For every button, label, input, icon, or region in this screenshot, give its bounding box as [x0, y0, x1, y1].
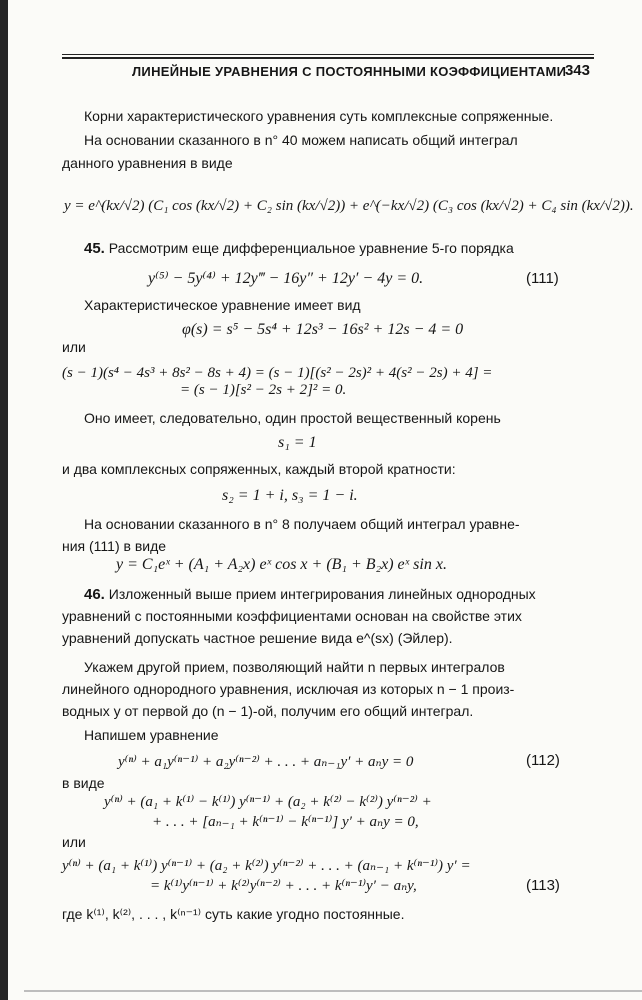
section-46 — [84, 586, 536, 603]
text-line: Оно имеет, следовательно, один простой вещественный корень — [84, 410, 501, 426]
text-line: уравнений с постоянными коэффициентами основан на свойстве этих — [62, 608, 522, 624]
equation-111: y⁽⁵⁾ − 5y⁽⁴⁾ + 12y‴ − 16y″ + 12y′ − 4y = 0. — [148, 270, 424, 287]
section-45 — [84, 240, 514, 257]
section-number: 45. — [84, 240, 105, 257]
equation-s2-s3: s₂ = 1 + i, s₃ = 1 − i. — [222, 487, 358, 504]
text-line: в виде — [62, 775, 105, 791]
equation-113-line1: y⁽ⁿ⁾ + (a₁ + k⁽¹⁾) y⁽ⁿ⁻¹⁾ + (a₂ + k⁽²⁾) y⁽ⁿ⁻²⁾ + . . . + (aₙ₋₁ + k⁽ⁿ⁻¹⁾) y′ = — [62, 858, 471, 874]
section-text: Изложенный выше прием интегрирования линейных однородных — [108, 586, 536, 602]
equation-tag: (111) — [526, 270, 559, 287]
section-number: 46. — [84, 586, 105, 603]
text-line: или — [62, 339, 86, 355]
text-line: На основании сказанного в n° 8 получаем общий интеграл уравне- — [84, 516, 520, 532]
equation-general-integral: y = e^(kx/√2) (C₁ cos (kx/√2) + C₂ sin (kx/√2)) + e^(−kx/√2) (C₃ cos (kx/√2) + C₄ sin (kx/√2)). — [64, 198, 634, 214]
running-title: ЛИНЕЙНЫЕ УРАВНЕНИЯ С ПОСТОЯННЫМИ КОЭФФИЦИЕНТАМИ — [132, 64, 567, 79]
equation-tag: (113) — [526, 877, 560, 894]
equation-113-line2: = k⁽¹⁾y⁽ⁿ⁻¹⁾ + k⁽²⁾y⁽ⁿ⁻²⁾ + . . . + k⁽ⁿ⁻¹⁾y′ − aₙy, — [150, 878, 417, 894]
text-line: и два комплексных сопряженных, каждый второй кратности: — [62, 461, 456, 477]
text-line: данного уравнения в виде — [62, 155, 233, 171]
equation-solution: y = C₁eˣ + (A₁ + A₂x) eˣ cos x + (B₁ + B₂x) eˣ sin x. — [116, 556, 447, 573]
scan-edge — [0, 0, 8, 1000]
equation-factorization-1: (s − 1)(s⁴ − 4s³ + 8s² − 8s + 4) = (s − 1)[(s² − 2s)² + 4(s² − 2s) + 4] = — [62, 365, 493, 381]
text-line: ния (111) в виде — [62, 538, 167, 554]
text-line: Напишем уравнение — [84, 727, 219, 743]
scan-bottom-edge — [24, 990, 642, 992]
page-number: 343 — [564, 62, 590, 79]
header-rule-bottom — [62, 57, 594, 59]
text-line: или — [62, 834, 86, 850]
equation-rewritten-1: y⁽ⁿ⁾ + (a₁ + k⁽¹⁾ − k⁽¹⁾) y⁽ⁿ⁻¹⁾ + (a₂ + k⁽²⁾ − k⁽²⁾) y⁽ⁿ⁻²⁾ + — [104, 794, 432, 810]
equation-characteristic: φ(s) = s⁵ − 5s⁴ + 12s³ − 16s² + 12s − 4 = 0 — [182, 321, 464, 338]
text-line: где k⁽¹⁾, k⁽²⁾, . . . , k⁽ⁿ⁻¹⁾ суть какие угодно постоянные. — [62, 906, 405, 922]
text-line: линейного однородного уравнения, исключая из которых n − 1 произ- — [62, 681, 515, 697]
text-line: Корни характеристического уравнения суть комплексные сопряженные. — [84, 108, 554, 124]
equation-s1: s₁ = 1 — [278, 434, 317, 451]
text-line: Укажем другой прием, позволяющий найти n первых интегралов — [84, 659, 505, 675]
equation-factorization-2: = (s − 1)[s² − 2s + 2]² = 0. — [180, 382, 347, 398]
equation-tag: (112) — [526, 752, 560, 769]
equation-rewritten-2: + . . . + [aₙ₋₁ + k⁽ⁿ⁻¹⁾ − k⁽ⁿ⁻¹⁾] y′ + aₙy = 0, — [152, 814, 419, 830]
header-rule-top — [62, 54, 594, 55]
section-text: Рассмотрим еще дифференциальное уравнение 5-го порядка — [108, 240, 514, 256]
equation-112: y⁽ⁿ⁾ + a₁y⁽ⁿ⁻¹⁾ + a₂y⁽ⁿ⁻²⁾ + . . . + aₙ₋₁y′ + aₙy = 0 — [118, 754, 414, 770]
text-line: уравнений допускать частное решение вида e^(sx) (Эйлер). — [62, 630, 453, 646]
text-line: Характеристическое уравнение имеет вид — [84, 297, 361, 313]
text-line: водных y от первой до (n − 1)-ой, получим его общий интеграл. — [62, 703, 474, 719]
text-line: На основании сказанного в n° 40 можем написать общий интеграл — [84, 132, 518, 148]
